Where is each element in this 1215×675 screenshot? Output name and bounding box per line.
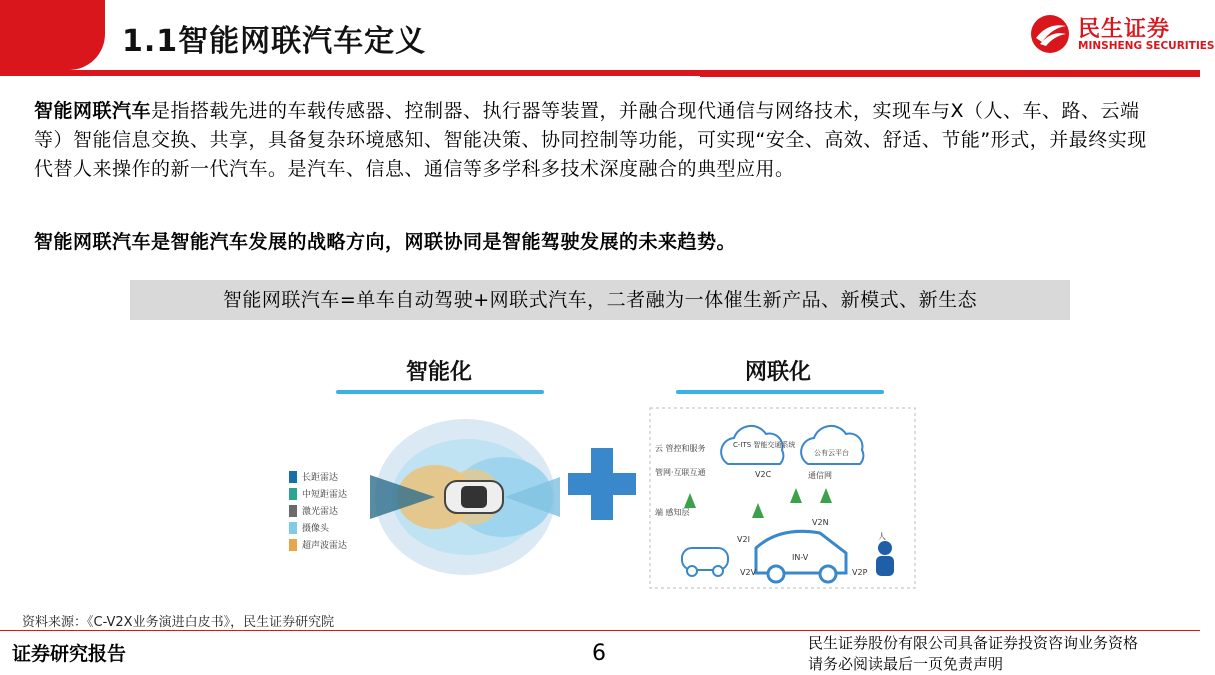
disclaimer-line-1: 民生证券股份有限公司具备证券投资咨询业务资格 [808,634,1139,652]
connectivity-rule [676,390,884,394]
v2x-label: V2C [755,470,772,479]
legend-swatch-2 [289,488,297,500]
report-type: 证券研究报告 [12,643,127,665]
logo-text-en: MINSHENG SECURITIES [1078,40,1215,52]
v2x-label: V2I [737,535,750,544]
v2x-label: 人 [878,532,886,541]
intelligence-rule [336,390,544,394]
row-label-edge: 端 感知层 [655,508,690,517]
legend-item: 激光雷达 [302,507,339,517]
car-roof [461,486,487,508]
v2x-label: V2N [812,518,829,527]
disclaimer-line-2: 请务必阅读最后一页免责声明 [808,655,1004,673]
title-accent-tab [0,0,105,70]
definition-text: 是指搭载先进的车载传感器、控制器、执行器等装置，并融合现代通信与网络技术，实现车与X（人、车、路、云端等）智能信息交换、共享，具备复杂环境感知、智能决策、协同控制等功能，可实现“安全、高效、舒适、节能”形式，并最终实现代替人来操作的新一代汽车。是汽车、信息、通信等多学科多技术深度融合的典型应用。 [34,100,1147,180]
cloud-label-its: C-ITS 智能交通系统 [733,441,796,449]
disclaimer [808,633,1138,675]
legend-swatch-4 [289,522,297,534]
connectivity-title: 网联化 [745,360,812,385]
v2x-label: 通信网 [808,471,832,480]
antenna-icons [684,488,832,518]
v2x-label: IN-V [792,553,809,562]
legend-item: 摄像头 [302,524,330,534]
legend-swatch-1 [289,471,297,483]
legend-item: 中短距雷达 [302,490,348,500]
header-divider-thin [700,75,1200,77]
minsheng-logo-icon [1028,14,1072,54]
legend-item: 超声波雷达 [302,541,348,551]
plus-icon [568,448,636,520]
v2x-label: V2P [852,568,868,577]
page-number: 6 [592,641,606,666]
page-title: 1.1智能网联汽车定义 [122,24,427,59]
company-logo [1028,10,1215,56]
row-label-network: 管网·互联互通 [655,468,706,477]
logo-text-cn: 民生证券 [1078,17,1171,42]
definition-lead: 智能网联汽车 [34,100,152,122]
footer-divider [0,630,1200,631]
legend-item: 长距雷达 [302,473,339,483]
cloud-label-public: 公有云平台 [814,449,849,457]
person-icon [878,541,892,555]
row-label-cloud: 云 管控和服务 [655,444,706,453]
definition-paragraph [34,97,1164,184]
intelligence-title: 智能化 [406,360,473,385]
legend-swatch-5 [289,539,297,551]
v2x-label: V2V [740,568,757,577]
cloud-icon [801,426,863,464]
formula-banner: 智能网联汽车=单车自动驾驶+网联式汽车，二者融为一体催生新产品、新模式、新生态 [130,280,1070,320]
sensor-legend [302,470,347,555]
source-note: 资料来源：《C-V2X业务演进白皮书》，民生证券研究院 [22,615,335,630]
legend-swatch-3 [289,505,297,517]
strategy-statement: 智能网联汽车是智能汽车发展的战略方向，网联协同是智能驾驶发展的未来趋势。 [34,231,737,253]
v2x-row-labels [655,437,706,525]
